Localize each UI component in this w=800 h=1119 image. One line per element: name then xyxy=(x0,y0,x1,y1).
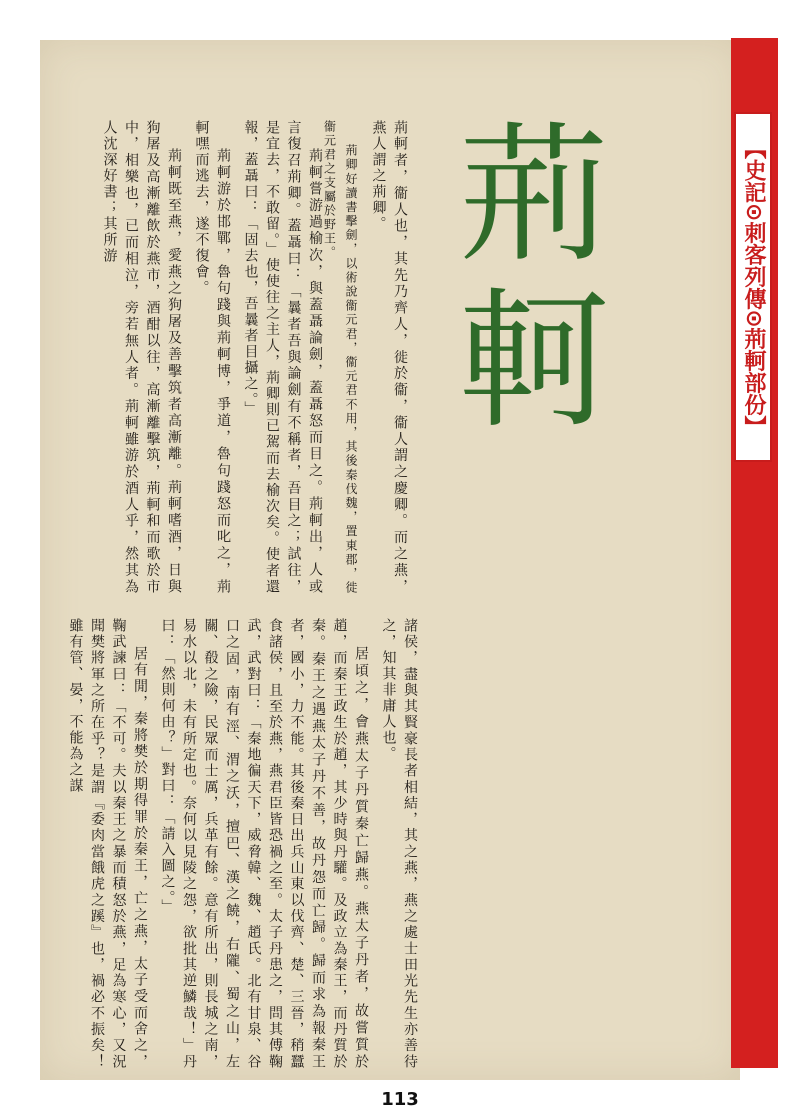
paragraph-fan-yuqi: 居有閒，秦將樊於期得罪於秦王，亡之燕，太子受而舍之，鞠武諫曰：「不可。夫以秦王之暴而積怒於燕，足為寒心，又況聞樊將軍之所在乎？是謂『委肉當餓虎之蹊』也，禍必不振矣！雖有管、晏，不能為之謀 xyxy=(67,618,148,1070)
intro-text-block xyxy=(322,120,410,595)
paragraph-prince-dan: 居頃之，會燕太子丹質秦亡歸燕。燕太子丹者，故嘗質於趙，而秦王政生於趙，其少時與丹驩。及政立為秦王，而丹質於秦。秦王之遇燕太子丹不善，故丹怨而亡歸。歸而求為報秦王者，國小，力不能。其後秦日出兵山東以伐齊、楚、三晉，稍蠶食諸侯，且至於燕，燕君臣皆恐禍之至。太子丹患之，問其傅鞠武，武對曰：「秦地徧天下，威脅韓、魏、趙氏。北有甘泉、谷口之固，南有涇、渭之沃，擅巴、漢之饒，右隴、蜀之山，左關、殽之險，民眾而士厲，兵革有餘。意有所出，則長城之南，易水以北，未有所定也。奈何以見陵之怨，欲批其逆鱗哉！」丹曰：「然則何由？」對曰：「請入圖之。」 xyxy=(159,618,369,1070)
paragraph-continued: 諸侯，盡與其賢豪長者相結，其之燕，燕之處士田光先生亦善待之，知其非庸人也。 xyxy=(380,618,418,1070)
page-number: 113 xyxy=(381,1089,419,1110)
section-label: 【史記⊙刺客列傳⊙荊軻部份】 xyxy=(734,112,772,462)
paragraph-yuci: 荊軻嘗游過榆次，與蓋聶論劍，蓋聶怒而目之。荊軻出，人或言復召荊卿。蓋聶曰：「曩者吾與論劍有不稱者，吾目之；試往，是宜去，不敢留。」使使往之主人，荊卿則已駕而去榆次矣。使者還報，蓋聶曰：「固去也，吾曩者目攝之。」 xyxy=(242,120,323,595)
page-title: 荊軻 xyxy=(433,115,607,447)
paragraph-handan: 荊軻游於邯鄲，魯句踐與荊軻博，爭道，魯句踐怒而叱之，荊軻嘿而逃去，遂不復會。 xyxy=(193,120,231,595)
paragraph-yan: 荊軻既至燕，愛燕之狗屠及善擊筑者高漸離。荊軻嗜酒，日與狗屠及高漸離飲於燕市，酒酣以往，高漸離擊筑，荊軻和而歌於市中，相樂也，已而相泣，旁若無人者。荊軻雖游於酒人乎，然其為人沈深好書；其所游 xyxy=(101,120,182,595)
paragraph-note: 荊卿好讀書擊劍，以術說衞元君，衞元君不用，其後秦伐魏，置東郡，徙衞元君之支屬於野王。 xyxy=(322,120,358,595)
upper-text-block xyxy=(55,120,325,595)
paragraph-intro: 荊軻者，衞人也，其先乃齊人，徙於衞，衞人謂之慶卿。而之燕，燕人謂之荊卿。 xyxy=(370,120,408,595)
lower-text-block xyxy=(55,618,420,1070)
